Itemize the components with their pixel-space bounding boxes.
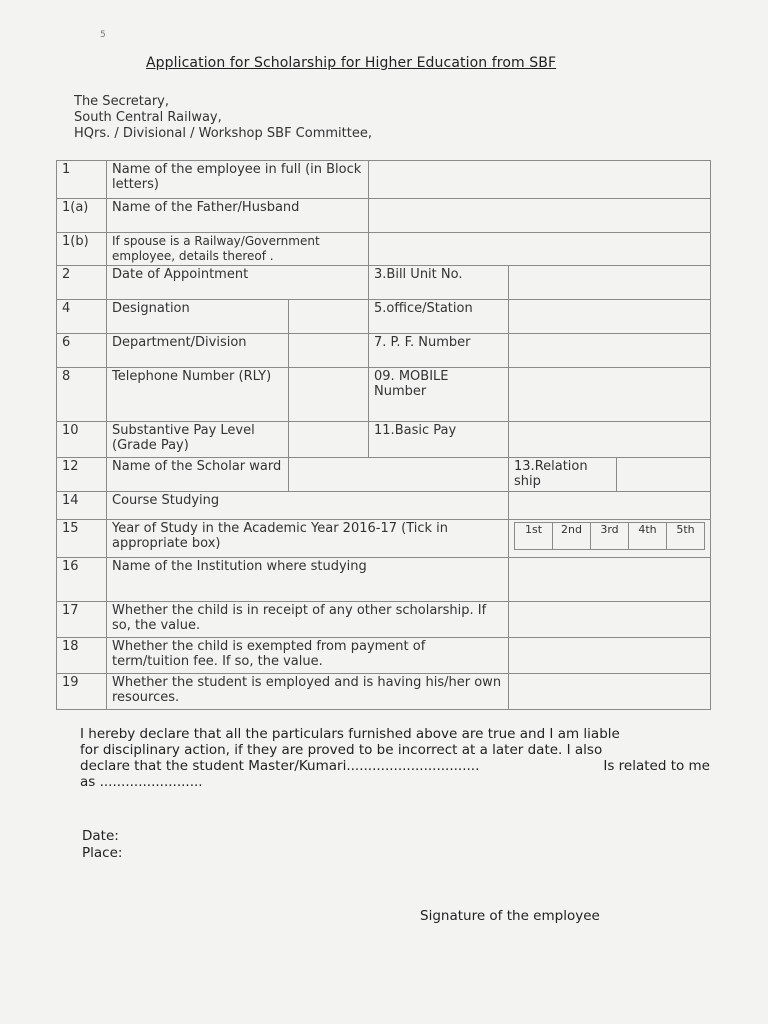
field-label-bill-unit: 3.Bill Unit No.: [369, 266, 509, 300]
table-row: [57, 334, 711, 368]
course-field[interactable]: [509, 492, 711, 520]
date-label: Date:: [82, 828, 119, 844]
table-row: [57, 422, 711, 458]
table-row: [57, 602, 711, 638]
addressee-block: [74, 94, 372, 142]
field-label-spouse-details: If spouse is a Railway/Government employee, details thereof .: [107, 233, 369, 266]
table-row: [57, 458, 711, 492]
row-number: 6: [57, 334, 107, 368]
form-title: Application for Scholarship for Higher Education from SBF: [146, 55, 557, 71]
field-label-father-husband: Name of the Father/Husband: [107, 199, 369, 233]
year-of-study-boxes: [509, 520, 711, 558]
table-row: [57, 300, 711, 334]
department-field[interactable]: [289, 334, 369, 368]
row-number: 2: [57, 266, 107, 300]
declaration-student-name: declare that the student Master/Kumari...............................: [80, 758, 480, 774]
signature-label: Signature of the employee: [420, 908, 600, 924]
row-number: 12: [57, 458, 107, 492]
employee-name-field[interactable]: [369, 161, 711, 199]
field-label-date-of-appointment: Date of Appointment: [107, 266, 369, 300]
field-label-other-scholarship: Whether the child is in receipt of any other scholarship. If so, the value.: [107, 602, 509, 638]
bill-unit-field[interactable]: [509, 266, 711, 300]
field-label-scholar-ward: Name of the Scholar ward: [107, 458, 289, 492]
field-label-course: Course Studying: [107, 492, 509, 520]
declaration-line: for disciplinary action, if they are proved to be incorrect at a later date. I also: [80, 742, 603, 758]
field-label-designation: Designation: [107, 300, 289, 334]
field-label-basic-pay: 11.Basic Pay: [369, 422, 509, 458]
addressee-line: The Secretary,: [74, 94, 169, 109]
field-label-telephone: Telephone Number (RLY): [107, 368, 289, 422]
field-label-institution: Name of the Institution where studying: [107, 558, 509, 602]
addressee-line: South Central Railway,: [74, 110, 222, 125]
row-number: 8: [57, 368, 107, 422]
table-row: [57, 674, 711, 710]
table-row: [57, 266, 711, 300]
mobile-field[interactable]: [509, 368, 711, 422]
year-5-box[interactable]: 5th: [667, 522, 705, 550]
student-employed-field[interactable]: [509, 674, 711, 710]
declaration-line: as ........................: [80, 774, 203, 790]
field-label-department: Department/Division: [107, 334, 289, 368]
date-place-block: [82, 828, 122, 862]
basic-pay-field[interactable]: [509, 422, 711, 458]
row-number: 4: [57, 300, 107, 334]
field-label-mobile: 09. MOBILE Number: [369, 368, 509, 422]
row-number: 16: [57, 558, 107, 602]
year-1-box[interactable]: 1st: [514, 522, 553, 550]
telephone-field[interactable]: [289, 368, 369, 422]
declaration-text: [80, 726, 710, 790]
addressee-line: HQrs. / Divisional / Workshop SBF Committee,: [74, 126, 372, 141]
application-table: [56, 160, 711, 710]
declaration-line: [80, 758, 710, 774]
row-number: 17: [57, 602, 107, 638]
field-label-relationship: 13.Relation ship: [509, 458, 617, 492]
row-number: 15: [57, 520, 107, 558]
field-label-office-station: 5.office/Station: [369, 300, 509, 334]
office-station-field[interactable]: [509, 300, 711, 334]
table-row: [57, 638, 711, 674]
row-number: 19: [57, 674, 107, 710]
table-row: [57, 199, 711, 233]
designation-field[interactable]: [289, 300, 369, 334]
field-label-substantive-pay: Substantive Pay Level (Grade Pay): [107, 422, 289, 458]
page-mark: 5: [100, 30, 106, 40]
relationship-field[interactable]: [617, 458, 711, 492]
declaration-related: Is related to me: [603, 758, 710, 774]
year-3-box[interactable]: 3rd: [591, 522, 629, 550]
table-row: [57, 161, 711, 199]
institution-field[interactable]: [509, 558, 711, 602]
table-row: [57, 492, 711, 520]
table-row: [57, 368, 711, 422]
year-4-box[interactable]: 4th: [629, 522, 667, 550]
table-row: [57, 233, 711, 266]
field-label-student-employed: Whether the student is employed and is having his/her own resources.: [107, 674, 509, 710]
substantive-pay-field[interactable]: [289, 422, 369, 458]
row-number: 10: [57, 422, 107, 458]
row-number: 18: [57, 638, 107, 674]
spouse-details-field[interactable]: [369, 233, 711, 266]
place-label: Place:: [82, 845, 123, 861]
table-row: [57, 520, 711, 558]
field-label-pf-number: 7. P. F. Number: [369, 334, 509, 368]
pf-number-field[interactable]: [509, 334, 711, 368]
field-label-fee-exemption: Whether the child is exempted from payment of term/tuition fee. If so, the value.: [107, 638, 509, 674]
fee-exemption-field[interactable]: [509, 638, 711, 674]
father-husband-field[interactable]: [369, 199, 711, 233]
other-scholarship-field[interactable]: [509, 602, 711, 638]
field-label-year-of-study: Year of Study in the Academic Year 2016-17 (Tick in appropriate box): [107, 520, 509, 558]
row-number: 1(a): [57, 199, 107, 233]
row-number: 1(b): [57, 233, 107, 266]
row-number: 14: [57, 492, 107, 520]
row-number: 1: [57, 161, 107, 199]
scholar-ward-field[interactable]: [289, 458, 509, 492]
table-row: [57, 558, 711, 602]
declaration-line: I hereby declare that all the particulars furnished above are true and I am liable: [80, 726, 620, 742]
year-2-box[interactable]: 2nd: [553, 522, 591, 550]
field-label-employee-name: Name of the employee in full (in Block letters): [107, 161, 369, 199]
